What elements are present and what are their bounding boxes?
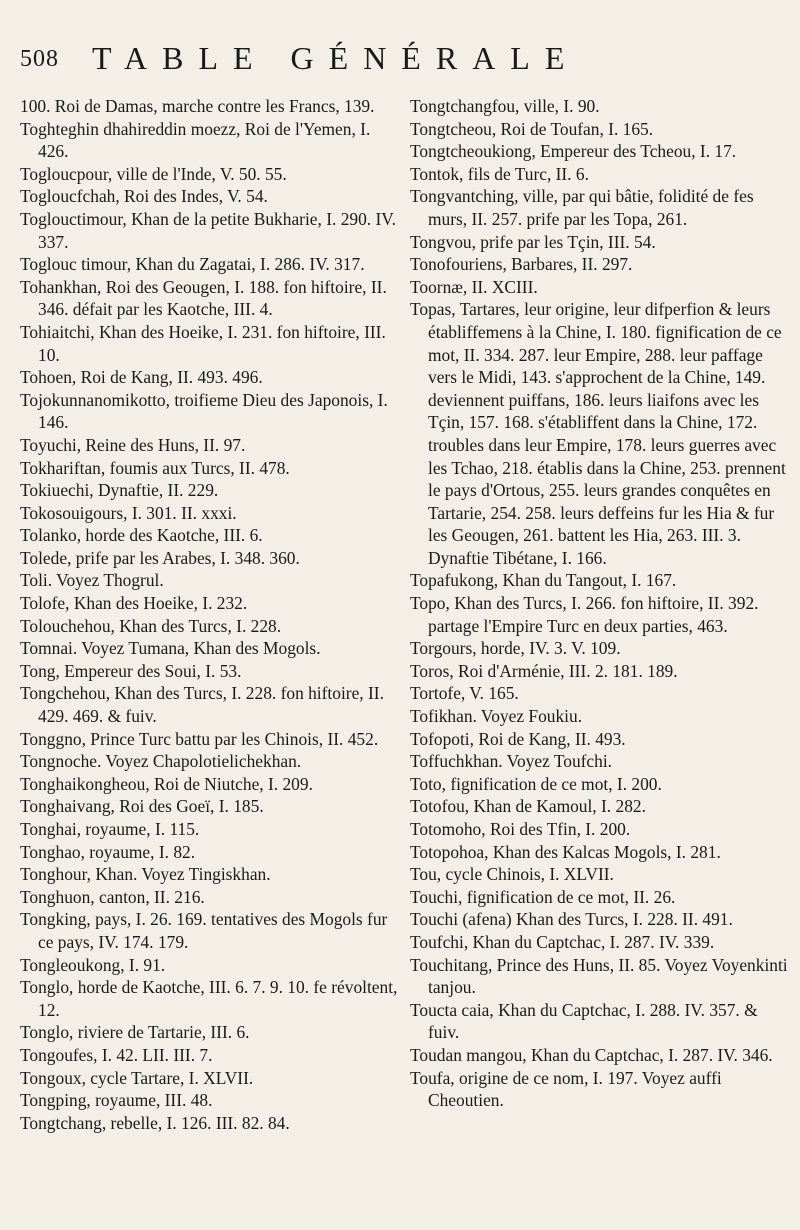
index-entry: Togloucpour, ville de l'Inde, V. 50. 55. [20,163,287,184]
index-entry: Tongchehou, Khan des Turcs, I. 228. fon hiftoire, II. 429. 469. & fuiv. [20,683,384,727]
index-entry: Tokosouigours, I. 301. II. xxxi. [20,502,237,523]
index-entry: Toglouc timour, Khan du Zagatai, I. 286. IV. 317. [20,254,365,275]
index-entry: Toffuchkhan. Voyez Toufchi. [410,751,613,772]
index-entry: Toucta caia, Khan du Captchac, I. 288. IV. 357. & fuiv. [410,999,758,1043]
index-entry: Topafukong, Khan du Tangout, I. 167. [410,570,677,591]
index-entry: Tou, cycle Chinois, I. XLVII. [410,864,614,885]
index-entry: Tohiaitchi, Khan des Hoeike, I. 231. fon hiftoire, III. 10. [20,321,386,365]
index-entry: Tongoufes, I. 42. LII. III. 7. [20,1044,213,1065]
index-entry: Toglouctimour, Khan de la petite Bukharie, I. 290. IV. 337. [20,208,396,252]
index-entry: Tongtcheoukiong, Empereur des Tcheou, I. 17. [410,141,737,162]
running-title: TABLE GÉNÉRALE [92,40,580,76]
index-entry: Tonghaivang, Roi des Goeï, I. 185. [20,796,264,817]
index-entry: Toto, fignification de ce mot, I. 200. [410,773,662,794]
index-entry: Tonofouriens, Barbares, II. 297. [410,254,633,275]
index-entry: Tongleoukong, I. 91. [20,954,166,975]
left-column [20,95,398,1134]
index-entry: Toros, Roi d'Arménie, III. 2. 181. 189. [410,660,678,681]
index-entry: Tong, Empereur des Soui, I. 53. [20,660,242,681]
index-entry: Toufa, origine de ce nom, I. 197. Voyez auffi Cheoutien. [410,1067,722,1111]
index-entry: Totopohoa, Khan des Kalcas Mogols, I. 281. [410,841,721,862]
index-entry: Tongtchang, rebelle, I. 126. III. 82. 84. [20,1112,290,1133]
index-entry: Tongnoche. Voyez Chapolotielichekhan. [20,751,302,772]
index-entry: Tongking, pays, I. 26. 169. tentatives des Mogols fur ce pays, IV. 174. 179. [20,909,388,952]
index-entry: Topo, Khan des Turcs, I. 266. fon hiftoire, II. 392. partage l'Empire Turc en deux parties, 463. [410,593,759,636]
index-entry: Toornæ, II. XCIII. [410,276,538,297]
index-entry: Toli. Voyez Thogrul. [20,570,164,591]
index-entry: Touchi (afena) Khan des Turcs, I. 228. II. 491. [410,909,733,930]
index-entry: Tonghuon, canton, II. 216. [20,886,205,907]
index-entry: Tohoen, Roi de Kang, II. 493. 496. [20,367,263,388]
index-entry: Tohankhan, Roi des Geougen, I. 188. fon hiftoire, II. 346. défait par les Kaotche, III. 4. [20,276,387,320]
index-entry: Tonggno, Prince Turc battu par les Chinois, II. 452. [20,728,379,749]
index-entry: Tongvou, prife par les Tçin, III. 54. [410,231,656,252]
index-entry: Toyuchi, Reine des Huns, II. 97. [20,434,246,455]
index-entry: Tonghour, Khan. Voyez Tingiskhan. [20,864,271,885]
index-entry: Tonghai, royaume, I. 115. [20,819,200,839]
index-entry: Topas, Tartares, leur origine, leur difperfion & leurs établiffemens à la Chine, I. 180. fignification de ce mot, II. 334. 287. leur Empire, 288. leur paffage vers le Midi, 143. s'approchent de la Chine, 149. deviennent puiffans, 186. leurs liaifons avec les Tçin, 157. 168. s'établiffent dans la Chine, 172. troubles dans leur Empire, 178. leurs guerres avec les Tchao, 218. établis dans la Chine, 253. prennent le pays d'Ortous, 255. leurs grandes conquêtes en Tartarie, 254. 258. leurs deffeins fur les Hia & fur les Geougen, 261. battent les Hia, 263. III. 3. Dynaftie Tibétane, I. 166. [410,299,786,568]
index-entry: Touchi, fignification de ce mot, II. 26. [410,886,676,907]
index-entry: Toufchi, Khan du Captchac, I. 287. IV. 339. [410,931,715,952]
index-entry: Tonglo, horde de Kaotche, III. 6. 7. 9. 10. fe révoltent, 12. [20,977,398,1020]
index-entry: Tofikhan. Voyez Foukiu. [410,706,583,727]
index-entry: Tofopoti, Roi de Kang, II. 493. [410,728,626,749]
index-entry: Tongping, royaume, III. 48. [20,1090,213,1111]
index-entry: Tojokunnanomikotto, troifieme Dieu des Japonois, I. 146. [20,389,388,433]
index-entry: Tomnai. Voyez Tumana, Khan des Mogols. [20,638,321,659]
index-entry: Tongvantching, ville, par qui bâtie, folidité de fes murs, II. 257. prife par les Topa, 261. [410,186,754,229]
index-entry: Tolofe, Khan des Hoeike, I. 232. [20,593,248,614]
index-entry: Tokiuechi, Dynaftie, II. 229. [20,480,219,501]
index-entry: Toghteghin dhahireddin moezz, Roi de l'Yemen, I. 426. [20,118,371,162]
index-entry: Totomoho, Roi des Tfin, I. 200. [410,819,631,839]
index-entry: Toudan mangou, Khan du Captchac, I. 287. IV. 346. [410,1044,773,1065]
index-entry: Tortofe, V. 165. [410,683,519,704]
index-entry: Tolouchehou, Khan des Turcs, I. 228. [20,615,282,636]
right-column [410,95,788,1112]
index-entry: Tokhariftan, foumis aux Turcs, II. 478. [20,457,290,478]
index-entry: Togloucfchah, Roi des Indes, V. 54. [20,186,268,207]
index-entry: Torgours, horde, IV. 3. V. 109. [410,638,621,659]
index-entry: Totofou, Khan de Kamoul, I. 282. [410,796,646,817]
index-entry: Tongtcheou, Roi de Toufan, I. 165. [410,118,654,139]
index-entry: Tontok, fils de Turc, II. 6. [410,163,589,184]
index-entry: Tolede, prife par les Arabes, I. 348. 360. [20,547,300,568]
index-entry: Tongtchangfou, ville, I. 90. [410,96,600,116]
index-entry: Tolanko, horde des Kaotche, III. 6. [20,525,263,546]
index-entry: Tonghao, royaume, I. 82. [20,841,196,862]
page-number: 508 [20,46,59,72]
index-entry: Tongoux, cycle Tartare, I. XLVII. [20,1067,254,1088]
page-header [20,40,790,84]
index-entry: Touchitang, Prince des Huns, II. 85. Voyez Voyenkinti tanjou. [410,954,788,998]
index-entry: 100. Roi de Damas, marche contre les Francs, 139. [20,96,375,116]
index-entry: Tonglo, riviere de Tartarie, III. 6. [20,1022,250,1043]
index-entry: Tonghaikongheou, Roi de Niutche, I. 209. [20,773,313,794]
